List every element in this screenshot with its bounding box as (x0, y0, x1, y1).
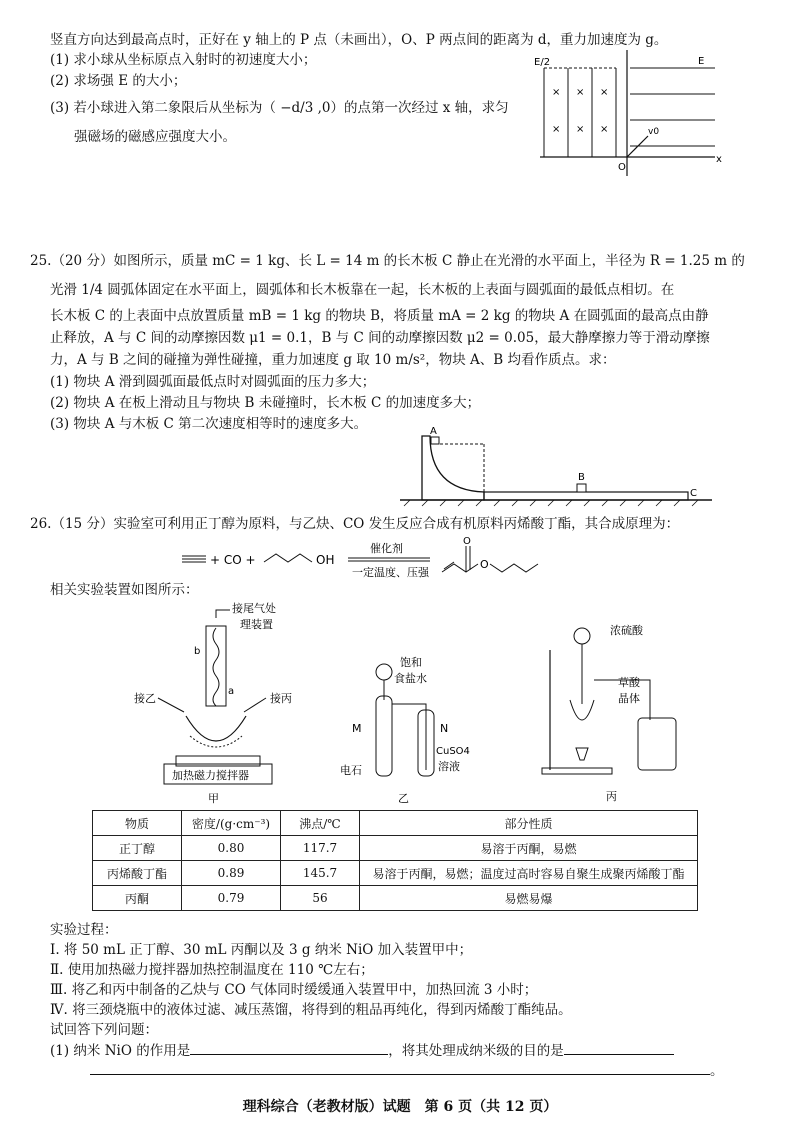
port-a-label: a (228, 686, 235, 697)
hydroxyl-label: OH (316, 553, 335, 567)
cell-boiling-point: 117.7 (281, 836, 360, 861)
sulfuric-acid-label: 浓硫酸 (610, 624, 643, 637)
label-n: N (440, 722, 449, 735)
answer-blank-2[interactable] (564, 1040, 674, 1055)
label-m: M (352, 722, 362, 735)
three-neck-flask (186, 716, 246, 741)
answer-blank-1[interactable] (190, 1040, 388, 1055)
cell-substance: 正丁醇 (93, 836, 182, 861)
condenser-coil (213, 628, 219, 706)
cell-properties: 易溶于丙酮，易燃；温度过高时容易自聚生成聚丙烯酸丁酯 (360, 861, 698, 886)
long-board-c (484, 492, 688, 500)
acid-funnel (574, 628, 590, 644)
q24-subquestion-2: (2) 求场强 E 的大小； (50, 73, 187, 89)
q25-subquestion-2: (2) 物块 A 在板上滑动且与物块 B 未碰撞时，长木板 C 的加速度多大； (50, 395, 481, 411)
questions-intro: 试回答下列问题： (50, 1022, 158, 1038)
cell-substance: 丙烯酸丁酯 (93, 861, 182, 886)
reaction-equation (180, 536, 640, 580)
connecting-tube (392, 704, 426, 770)
inlet-tube-right (244, 698, 266, 712)
acrylate-chain (442, 564, 478, 572)
q25-line-1: 25.（20 分）如图所示，质量 mC = 1 kg、长 L = 14 m 的长木板 C 静止在光滑的水平面上，半径为 R = 1.25 m 的 (30, 253, 745, 269)
butyl-chain (490, 564, 538, 572)
apparatus-yi-caption: 乙 (398, 792, 409, 805)
stand-base (542, 768, 612, 774)
cell-properties: 易燃易爆 (360, 886, 698, 911)
answer-period: 。 (710, 1063, 724, 1079)
reflux-condenser (206, 626, 226, 706)
table-row (93, 886, 698, 911)
connect-bing-label: 接丙 (270, 692, 292, 705)
table-header-row (93, 811, 698, 836)
oxalic-label: 草酸 (618, 676, 640, 689)
q25-board-figure (400, 420, 720, 510)
cell-boiling-point: 145.7 (281, 861, 360, 886)
q25-subquestion-1: (1) 物块 A 滑到圆弧面最低点时对圆弧面的压力多大； (50, 374, 376, 390)
svg-text:O: O (480, 558, 489, 571)
e-half-label: E/2 (534, 57, 551, 68)
svg-text:O: O (463, 536, 471, 547)
magnetic-cross: × (552, 124, 561, 135)
apparatus-intro: 相关实验装置如图所示： (50, 582, 199, 598)
block-a-label: A (430, 426, 437, 437)
cell-boiling-point: 56 (281, 886, 360, 911)
process-step-2: Ⅱ. 使用加热磁力搅拌器加热控制温度在 110 ℃左右； (50, 962, 374, 978)
e-field-label: E (698, 56, 705, 67)
board-c-label: C (690, 488, 697, 499)
q24-intro-line: 竖直方向达到最高点时，正好在 y 轴上的 P 点（未画出），O、P 两点间的距离为 d，重力加速度为 g。 (50, 32, 668, 48)
apparatus-bing-caption: 丙 (606, 790, 617, 803)
apparatus-jia-caption: 甲 (208, 792, 219, 805)
inlet-tube-left (158, 698, 184, 712)
co-reactant: + CO + (210, 553, 256, 567)
brine-label-2: 食盐水 (394, 672, 427, 685)
test-tube-m (376, 696, 392, 776)
cuso4-label: CuSO4 (436, 746, 470, 757)
arc-block (422, 436, 484, 500)
process-title: 实验过程： (50, 922, 118, 938)
port-b-label: b (194, 646, 201, 657)
tail-gas-label: 接尾气处 (232, 602, 276, 615)
header-properties: 部分性质 (360, 811, 698, 836)
dropping-funnel (376, 664, 392, 680)
cell-density: 0.89 (182, 861, 281, 886)
q25-line-2: 光滑 1/4 圆弧体固定在水平面上，圆弧体和长木板靠在一起，长木板的上表面与圆弧面的最低点相切。在 (50, 282, 675, 298)
block-b-label: B (578, 472, 585, 483)
q25-line-5: 力，A 与 B 之间的碰撞为弹性碰撞，重力加速度 g 取 10 m/s²，物块 A、B 均看作质点。求： (50, 352, 616, 368)
q26-sub1-text: (1) 纳米 NiO 的作用是 (50, 1043, 191, 1059)
magnetic-cross: × (600, 87, 609, 98)
page-footer: 理科综合（老教材版）试题 第 6 页（共 12 页） (242, 1099, 558, 1115)
brine-label: 饱和 (400, 656, 422, 669)
q24-subquestion-3b: 强磁场的磁感应强度大小。 (74, 129, 236, 145)
header-boiling-point: 沸点/℃ (281, 811, 360, 836)
cell-density: 0.79 (182, 886, 281, 911)
process-step-1: Ⅰ. 将 50 mL 正丁醇、30 mL 丙酮以及 3 g 纳米 NiO 加入装置甲中； (50, 942, 473, 958)
process-step-4: Ⅳ. 将三颈烧瓶中的液体过滤、减压蒸馏，将得到的粗品再纯化，得到丙烯酸丁酯纯品。 (50, 1002, 572, 1018)
q26-sub1-text-2: ，将其处理成纳米级的目的是 (388, 1043, 564, 1059)
apparatus-bing (540, 620, 700, 806)
v0-label: v0 (648, 127, 660, 137)
x-axis-label: x (716, 154, 722, 165)
apparatus-jia (120, 596, 320, 806)
substance-properties-table (92, 810, 698, 911)
q24-subquestion-1: (1) 求小球从坐标原点入射时的初速度大小； (50, 52, 317, 68)
q24-subquestion-3a: (3) 若小球进入第二象限后从坐标为（ −d/3 ,0）的点第一次经过 x 轴，求匀 (50, 100, 509, 116)
carbide-label: 电石 (340, 764, 362, 777)
solution-label: 溶液 (438, 760, 460, 773)
magnetic-cross: × (576, 87, 585, 98)
oxalic-label-2: 晶体 (618, 692, 640, 705)
header-substance: 物质 (93, 811, 182, 836)
magnetic-cross: × (600, 124, 609, 135)
tail-gas-tube (216, 610, 230, 618)
apparatus-yi (340, 650, 490, 806)
answer-continuation-line (90, 1060, 724, 1081)
answer-blank-3[interactable] (90, 1060, 710, 1075)
block-b (577, 484, 586, 492)
magnetic-cross: × (552, 87, 561, 98)
block-a (431, 437, 439, 444)
cell-properties: 易溶于丙酮，易燃 (360, 836, 698, 861)
process-step-3: Ⅲ. 将乙和丙中制备的乙炔与 CO 气体同时缓缓通入装置甲中，加热回流 3 小时； (50, 982, 538, 998)
alcohol-lamp (576, 748, 588, 760)
connect-yi-label: 接乙 (134, 692, 156, 705)
q25-line-3: 长木板 C 的上表面中点放置质量 mB = 1 kg 的物块 B，将质量 mA = 2 kg 的物块 A 在圆弧面的最高点由静 (50, 308, 709, 324)
q24-field-figure (530, 50, 730, 180)
q26-subquestion-1 (50, 1040, 674, 1061)
tail-gas-label-2: 理装置 (240, 618, 273, 631)
butanol-chain (264, 554, 312, 562)
cell-density: 0.80 (182, 836, 281, 861)
cell-substance: 丙酮 (93, 886, 182, 911)
q26-intro: 26.（15 分）实验室可利用正丁醇为原料，与乙炔、CO 发生反应合成有机原料丙烯酸丁酯，其合成原理为： (30, 516, 680, 532)
wash-bottle (638, 718, 676, 770)
catalyst-label: 催化剂 (370, 542, 403, 555)
magnetic-cross: × (576, 124, 585, 135)
q25-line-4: 止释放，A 与 C 间的动摩擦因数 μ1 = 0.1，B 与 C 间的动摩擦因数 μ2 = 0.05，最大静摩擦力等于滑动摩擦 (50, 330, 710, 346)
table-row (93, 861, 698, 886)
header-density: 密度/(g·cm⁻³) (182, 811, 281, 836)
q25-subquestion-3: (3) 物块 A 与木板 C 第二次速度相等时的速度多大。 (50, 416, 368, 432)
stirrer-label: 加热磁力搅拌器 (172, 769, 249, 782)
table-row (93, 836, 698, 861)
conditions-label: 一定温度、压强 (352, 566, 429, 579)
origin-label: O (618, 162, 626, 173)
